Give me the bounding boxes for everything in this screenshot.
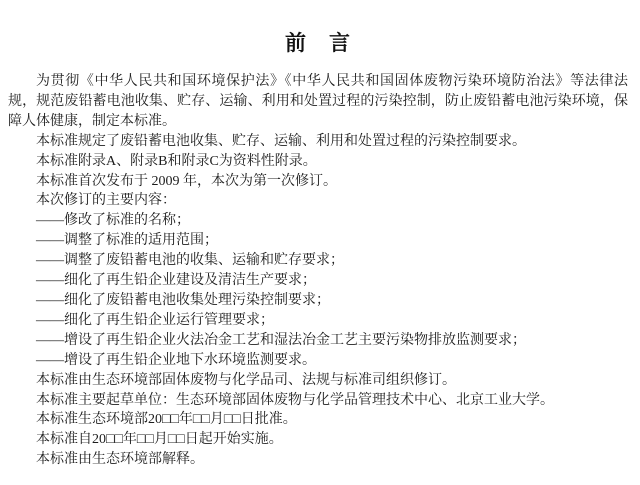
revision-item-1: ——修改了标准的名称； bbox=[36, 213, 190, 229]
paragraph-approval-date: 本标准生态环境部20□□年□□月□□日批准。 bbox=[36, 412, 297, 428]
revision-item-6: ——细化了再生铅企业运行管理要求； bbox=[36, 312, 274, 328]
revision-item-5: ——细化了废铅蓄电池收集处理污染控制要求； bbox=[36, 292, 330, 308]
paragraph-revision-intro: 本次修订的主要内容： bbox=[36, 193, 176, 209]
page-title: 前 言 bbox=[285, 31, 351, 55]
revision-item-4: ——细化了再生铅企业建设及清洁生产要求； bbox=[36, 273, 316, 289]
paragraph-interpretation: 本标准由生态环境部解释。 bbox=[36, 452, 204, 468]
revision-item-3: ——调整了废铅蓄电池的收集、运输和贮存要求； bbox=[36, 253, 344, 269]
paragraph-first-publish: 本标准首次发布于 2009 年，本次为第一次修订。 bbox=[36, 173, 337, 189]
revision-item-8: ——增设了再生铅企业地下水环境监测要求。 bbox=[36, 352, 316, 368]
document-body bbox=[8, 72, 628, 470]
paragraph-intro: 为贯彻《中华人民共和国环境保护法》《中华人民共和国固体废物污染环境防治法》等法律法规，规范废铅蓄电池收集、贮存、运输、利用和处置过程的污染控制，防止废铅蓄电池污染环境，保障人体健康，制定本标准。 bbox=[8, 74, 628, 129]
paragraph-organizer: 本标准由生态环境部固体废物与化学品司、法规与标准司组织修订。 bbox=[36, 372, 456, 388]
paragraph-scope: 本标准规定了废铅蓄电池收集、贮存、运输、利用和处置过程的污染控制要求。 bbox=[36, 133, 526, 149]
revision-item-2: ——调整了标准的适用范围； bbox=[36, 233, 218, 249]
paragraph-implementation-date: 本标准自20□□年□□月□□日起开始实施。 bbox=[36, 432, 283, 448]
paragraph-drafters: 本标准主要起草单位：生态环境部固体废物与化学品管理技术中心、北京工业大学。 bbox=[36, 392, 554, 408]
revision-item-7: ——增设了再生铅企业火法冶金工艺和湿法冶金工艺主要污染物排放监测要求； bbox=[36, 332, 526, 348]
paragraph-appendix: 本标准附录A、附录B和附录C为资料性附录。 bbox=[36, 153, 317, 169]
